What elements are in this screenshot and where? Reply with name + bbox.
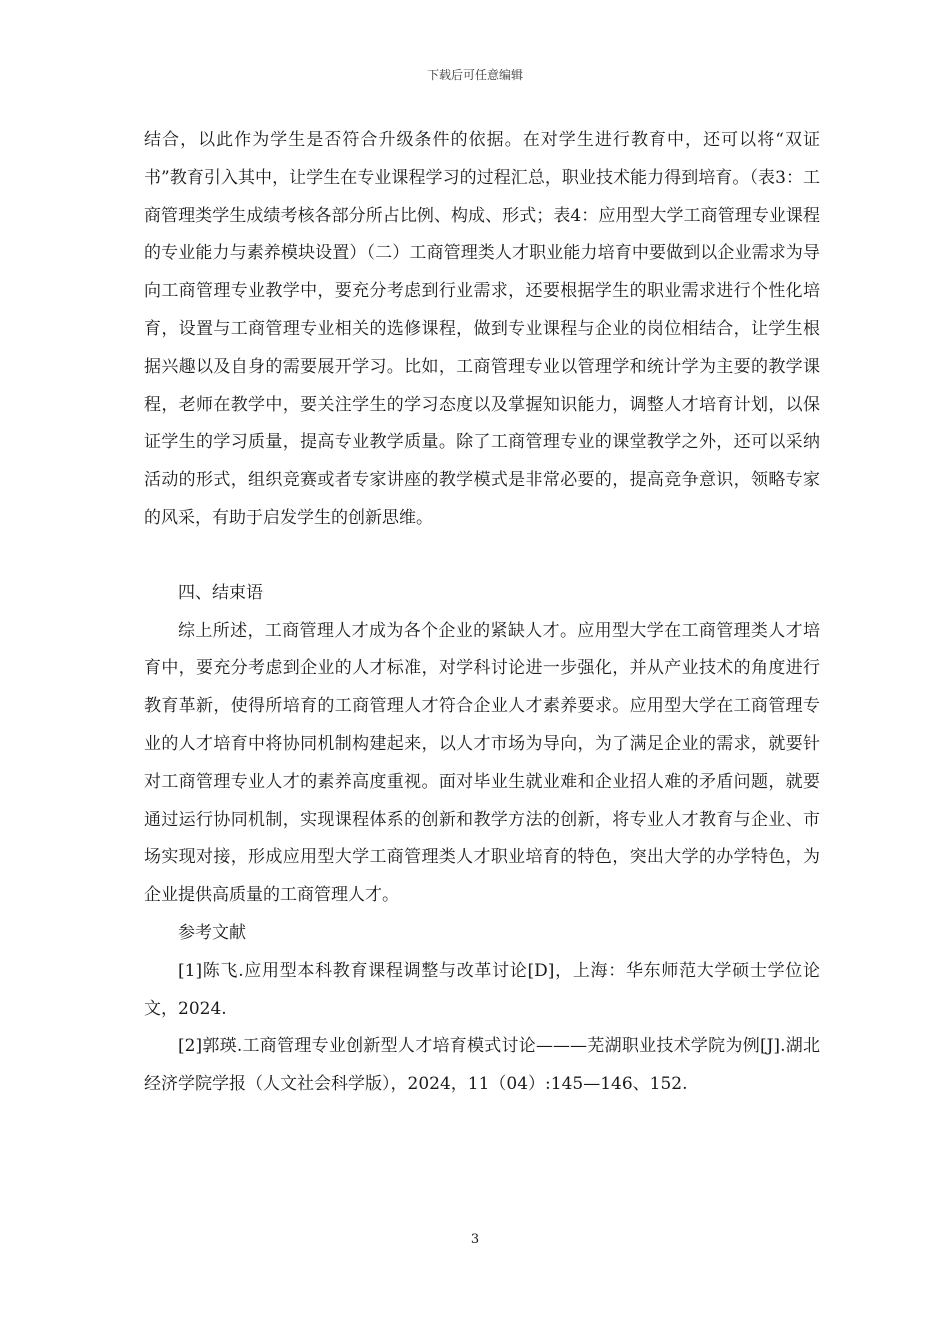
- page-header-note: 下载后可任意编辑: [426, 68, 523, 82]
- document-body: [144, 122, 820, 1104]
- page-number: 3: [470, 1232, 480, 1247]
- references-heading: 参考文献: [178, 922, 246, 943]
- body-paragraph: 结合，以此作为学生是否符合升级条件的依据。在对学生进行教育中，还可以将“双证书”教育引入其中，让学生在专业课程学习的过程汇总，职业技术能力得到培育。（表3：工商管理类学生成绩考核各部分所占比例、构成、形式；表4：应用型大学工商管理专业课程的专业能力与素养模块设置）（二）工商管理类人才职业能力培育中要做到以企业需求为导向工商管理专业教学中，要充分考虑到行业需求，还要根据学生的职业需求进行个性化培育，设置与工商管理专业相关的选修课程，做到专业课程与企业的岗位相结合，让学生根据兴趣以及自身的需要展开学习。比如，工商管理专业以管理学和统计学为主要的教学课程，老师在教学中，要关注学生的学习态度以及掌握知识能力，调整人才培育计划，以保证学生的学习质量，提高专业教学质量。除了工商管理专业的课堂教学之外，还可以采纳活动的形式，组织竞赛或者专家讲座的教学模式是非常必要的，提高竞争意识，领略专家的风采，有助于启发学生的创新思维。: [144, 130, 820, 528]
- reference-item: [1]陈飞.应用型本科教育课程调整与改革讨论[D]，上海：华东师范大学硕士学位论文，2024.: [144, 960, 820, 1019]
- section-heading: 四、结束语: [178, 582, 263, 603]
- reference-item: [2]郭瑛.工商管理专业创新型人才培育模式讨论———芜湖职业技术学院为例[J].湖北经济学院学报（人文社会科学版），2024，11（04）:145—146、152.: [144, 1036, 820, 1095]
- body-paragraph: 综上所述，工商管理人才成为各个企业的紧缺人才。应用型大学在工商管理类人才培育中，要充分考虑到企业的人才标准，对学科讨论进一步强化，并从产业技术的角度进行教育革新，使得所培育的工商管理人才符合企业人才素养要求。应用型大学在工商管理专业的人才培育中将协同机制构建起来，以人才市场为导向，为了满足企业的需求，就要针对工商管理专业人才的素养高度重视。面对毕业生就业难和企业招人难的矛盾问题，就要通过运行协同机制，实现课程体系的创新和教学方法的创新，将专业人才教育与企业、市场实现对接，形成应用型大学工商管理类人才职业培育的特色，突出大学的办学特色，为企业提供高质量的工商管理人才。: [144, 620, 820, 906]
